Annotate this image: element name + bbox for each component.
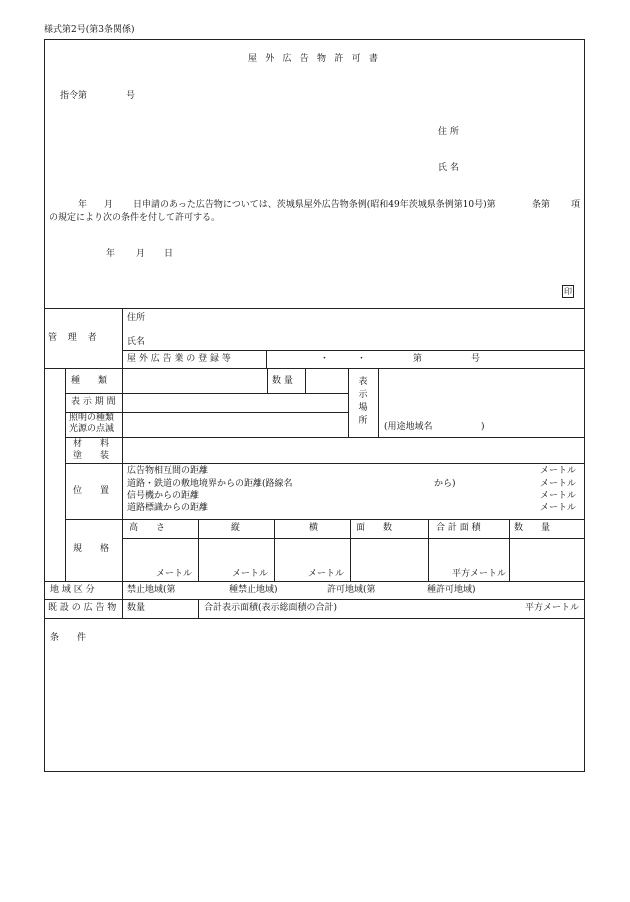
position-label: 位 置: [73, 486, 110, 496]
registration-dai: 第: [413, 354, 423, 364]
divider: [198, 519, 199, 581]
registration-label: 屋 外 広 告 業 の 登 録 等: [127, 354, 231, 364]
spec-unit: メートル: [156, 569, 193, 579]
spec-header-horizontal: 横: [309, 523, 319, 533]
body-year: 年: [78, 200, 88, 210]
area-permitted: 許可地域(第: [327, 585, 376, 595]
position-row-unit: メートル: [540, 479, 577, 489]
zoning-label: (用途地域名: [384, 422, 433, 432]
position-row-text: 広告物相互間の距離: [127, 466, 209, 476]
body-article: 条第: [532, 200, 551, 210]
body-item: 項: [571, 200, 581, 210]
divider: [378, 368, 379, 437]
period-label: 表 示 期 間: [71, 397, 116, 407]
divider: [122, 308, 123, 618]
divider: [305, 368, 306, 393]
divider: [122, 350, 585, 351]
manager-address-label: 住所: [127, 313, 146, 323]
position-row-unit: メートル: [540, 491, 577, 501]
area-label: 地 域 区 分: [50, 585, 95, 595]
quantity-label: 数 量: [272, 376, 293, 386]
date-day: 日: [164, 249, 174, 259]
area-prohibited: 禁止地域(第: [127, 585, 176, 595]
divider: [122, 538, 585, 539]
divider: [509, 519, 510, 581]
form-number: 様式第2号(第3条関係): [44, 25, 135, 35]
position-row-mid: から): [434, 479, 456, 489]
lighting-type-label: 照明の種類: [69, 413, 115, 423]
conditions-label: 条 件: [50, 633, 87, 643]
position-row-unit: メートル: [540, 466, 577, 476]
existing-unit: 平方メートル: [525, 603, 580, 613]
permit-form: [44, 39, 585, 772]
divider: [267, 368, 268, 393]
divider: [428, 519, 429, 581]
applicant-address-label: 住 所: [438, 127, 459, 137]
position-row-text: 道路・鉄道の敷地境界からの距離(路線名: [127, 479, 293, 489]
applicant-name-label: 氏 名: [438, 163, 459, 173]
display-place-label: 表 示 場 所: [358, 377, 368, 427]
divider: [65, 463, 585, 464]
position-row-text: 信号機からの距離: [127, 491, 200, 501]
date-year: 年: [106, 249, 116, 259]
designation-label: 指令第: [60, 91, 88, 101]
area-prohibited-end: 種禁止地域): [229, 585, 278, 595]
body-line2: の規定により次の条件を付して許可する。: [49, 213, 221, 223]
divider: [274, 519, 275, 581]
divider: [65, 393, 348, 394]
spec-header-vertical: 縦: [231, 523, 241, 533]
manager-label: 管 理 者: [48, 333, 98, 343]
divider: [65, 437, 585, 438]
divider: [266, 350, 267, 368]
spec-header-faces: 面 数: [356, 523, 393, 533]
material-label: 材 料: [73, 439, 110, 449]
area-permitted-end: 種許可地域): [427, 585, 476, 595]
divider: [198, 599, 199, 618]
date-month: 月: [136, 249, 146, 259]
existing-label: 既 設 の 広 告 物: [48, 603, 117, 613]
divider: [44, 618, 585, 619]
kind-label: 種 類: [71, 376, 108, 386]
registration-dot: ・: [357, 354, 367, 364]
spec-header-quantity: 数 量: [514, 523, 551, 533]
divider: [44, 599, 585, 600]
existing-total: 合計表示面積(表示総面積の合計): [204, 603, 338, 613]
divider: [65, 519, 585, 520]
document-title: 屋 外 広 告 物 許 可 書: [248, 54, 381, 64]
registration-go: 号: [471, 354, 481, 364]
divider: [350, 519, 351, 581]
spec-unit: メートル: [232, 569, 269, 579]
seal-mark: 印: [564, 287, 572, 296]
paint-label: 塗 装: [73, 451, 110, 461]
spec-unit: メートル: [308, 569, 345, 579]
position-row-unit: メートル: [540, 503, 577, 513]
position-row-text: 道路標識からの距離: [127, 503, 209, 513]
existing-quantity: 数量: [127, 603, 146, 613]
body-month: 月: [104, 200, 114, 210]
spec-unit: 平方メートル: [452, 569, 507, 579]
divider: [44, 581, 585, 582]
divider: [44, 308, 585, 309]
registration-dot: ・: [320, 354, 330, 364]
spec-header-height: 高 さ: [129, 523, 166, 533]
spec-header-total-area: 合 計 面 積: [436, 523, 481, 533]
divider: [65, 368, 66, 581]
divider: [44, 368, 585, 369]
zoning-close: ): [481, 422, 485, 432]
lighting-blink-label: 光源の点滅: [69, 424, 115, 434]
designation-suffix: 号: [126, 91, 136, 101]
body-line1: 日申請のあった広告物については、茨城県屋外広告物条例(昭和49年茨城県条例第10号)第: [133, 200, 496, 210]
spec-label: 規 格: [73, 544, 110, 554]
divider: [348, 368, 349, 437]
manager-name-label: 氏名: [127, 337, 146, 347]
